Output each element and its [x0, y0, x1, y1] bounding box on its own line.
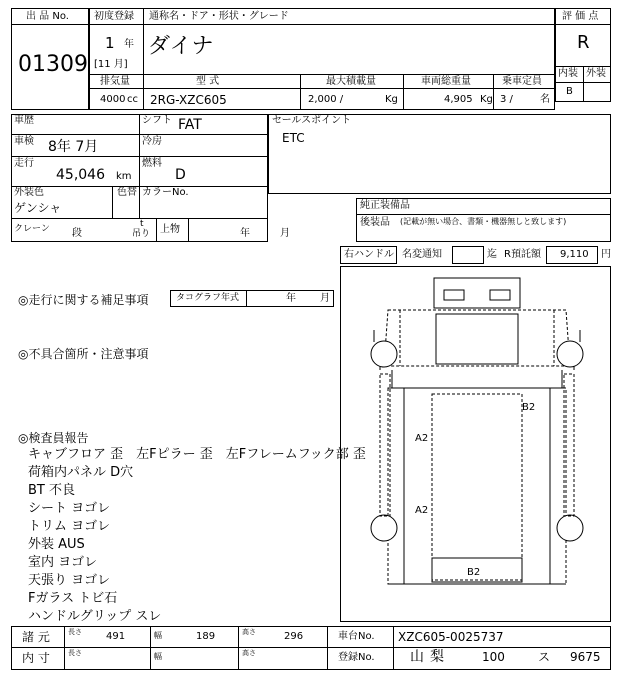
capacity-value: 3 / — [500, 94, 513, 105]
inspector-report-label: ◎検査員報告 — [18, 431, 89, 445]
footer-table — [11, 626, 611, 670]
inspector-line: ハンドルグリップ スレ — [28, 609, 162, 624]
reg-area: 山梨 — [410, 649, 450, 665]
inspector-line: 室内 ヨゴレ — [28, 555, 98, 570]
interior-dims-label: 内 寸 — [22, 651, 50, 665]
upper-year: 年 — [240, 228, 250, 239]
inspector-line: Fガラス トビ石 — [28, 591, 118, 606]
int-width-label: 幅 — [154, 652, 162, 661]
gross-unit: Kg — [480, 94, 493, 105]
inspection-value: 8年 7月 — [48, 139, 99, 155]
tacho-label: タコグラフ年式 — [176, 293, 240, 303]
mileage-value: 45,046 — [56, 167, 105, 183]
crane-ton: t — [140, 219, 144, 229]
color-change-label: 色替 — [117, 187, 137, 198]
lot-no: 01309 — [18, 52, 88, 77]
inspection-label: 車検 — [14, 136, 34, 147]
sales-point-box — [268, 114, 611, 194]
inspector-line: トリム ヨゴレ — [28, 519, 111, 534]
length-value: 491 — [106, 631, 126, 642]
damage-mark: B2 — [522, 402, 536, 413]
name-label: 通称名・ドア・形状・グレード — [149, 11, 289, 22]
fuel-label: 燃料 — [142, 158, 162, 169]
aftermarket-note: (記載が無い場合、書類・機器無しと致します) — [400, 217, 567, 226]
name-change-box — [452, 246, 484, 264]
height-value: 296 — [284, 631, 304, 642]
shift-value: FAT — [178, 117, 202, 133]
fuel-value: D — [175, 167, 186, 183]
lot-no-label: 出 品 No. — [26, 11, 69, 22]
crane-stage: 段 — [72, 228, 82, 239]
height-label: 高さ — [242, 628, 256, 636]
tacho-year: 年 — [286, 293, 296, 304]
aftermarket-label: 後装品 — [360, 217, 390, 228]
inspector-line: キャブフロア 歪 左Fピラー 歪 左Fフレームフック部 歪 — [28, 447, 366, 462]
sales-point-label: セールスポイント — [272, 115, 352, 126]
upper-month: 月 — [280, 228, 290, 239]
gross-value: 4,905 — [444, 94, 473, 105]
reg-label: 登録No. — [338, 652, 375, 663]
load-value: 2,000 / — [308, 94, 344, 105]
chassis-value: XZC605-0025737 — [398, 630, 504, 644]
width-value: 189 — [196, 631, 216, 642]
crane-hanging: 吊り — [132, 229, 151, 239]
inspector-line: 天張り ヨゴレ — [28, 573, 111, 588]
color-code-label: カラーNo. — [142, 187, 189, 198]
int-length-label: 長さ — [68, 649, 82, 657]
mileage-label: 走行 — [14, 158, 34, 169]
tacho-month: 月 — [320, 293, 330, 304]
dims-label: 諸 元 — [22, 630, 50, 644]
recycle-label: R預託額 — [504, 249, 541, 260]
first-reg-year-unit: 年 — [124, 39, 134, 50]
reg-class: 100 — [482, 650, 505, 664]
crane-label: クレーン — [14, 224, 50, 234]
model-label: 型 式 — [196, 76, 220, 87]
eval-score: R — [577, 32, 590, 53]
eval-label: 評 価 点 — [562, 11, 599, 22]
chassis-label: 車台No. — [338, 631, 375, 642]
standard-equip-label: 純正装備品 — [360, 200, 410, 211]
inspector-line: シート ヨゴレ — [28, 501, 111, 516]
displacement-label: 排気量 — [100, 76, 130, 87]
capacity-label: 乗車定員 — [502, 76, 542, 87]
model-value: 2RG-XZC605 — [150, 93, 227, 107]
width-label: 幅 — [154, 631, 162, 640]
deposit-prefix: 迄 — [487, 249, 497, 260]
inspector-line: 外装 AUS — [28, 537, 85, 552]
damage-mark: A2 — [415, 433, 429, 444]
gross-label: 車両総重量 — [421, 76, 471, 87]
car-name: ダイナ — [148, 34, 214, 59]
inspector-line: BT 不良 — [28, 483, 75, 498]
color-label: 外装色 — [14, 187, 44, 198]
length-label: 長さ — [68, 628, 82, 636]
displacement-unit: cc — [127, 94, 138, 105]
driving-notes-label: ◎走行に関する補足事項 — [18, 293, 149, 307]
first-reg-month: [11 月] — [94, 59, 128, 70]
interior-score: B — [566, 86, 573, 97]
defect-notes-label: ◎不具合箇所・注意事項 — [18, 347, 149, 361]
interior-label: 内装 — [558, 68, 578, 79]
reg-number: 9675 — [570, 650, 601, 664]
recycle-value: 9,110 — [560, 249, 589, 260]
recycle-unit: 円 — [601, 249, 611, 260]
name-change-label: 名変通知 — [402, 249, 442, 260]
load-label: 最大積載量 — [326, 76, 376, 87]
upper-label: 上物 — [160, 224, 180, 235]
capacity-unit: 名 — [540, 94, 550, 105]
ac-label: 冷房 — [142, 136, 162, 147]
sales-point-value: ETC — [282, 131, 305, 145]
shift-label: シフト — [142, 115, 172, 126]
reg-kana: ス — [538, 650, 551, 664]
first-reg-year: 1 — [105, 34, 115, 52]
int-height-label: 高さ — [242, 649, 256, 657]
mileage-unit: km — [116, 171, 132, 182]
inspector-line: 荷箱内パネル D穴 — [28, 465, 134, 480]
damage-mark: B2 — [467, 567, 481, 578]
color-value: ゲンシャ — [14, 201, 62, 215]
displacement-value: 4000 — [100, 94, 126, 105]
history-label: 車歴 — [14, 115, 34, 126]
first-reg-label: 初度登録 — [94, 11, 134, 22]
load-unit: Kg — [385, 94, 398, 105]
handle-value: 右ハンドル — [344, 249, 394, 260]
exterior-label: 外装 — [586, 68, 606, 79]
damage-mark: A2 — [415, 505, 429, 516]
